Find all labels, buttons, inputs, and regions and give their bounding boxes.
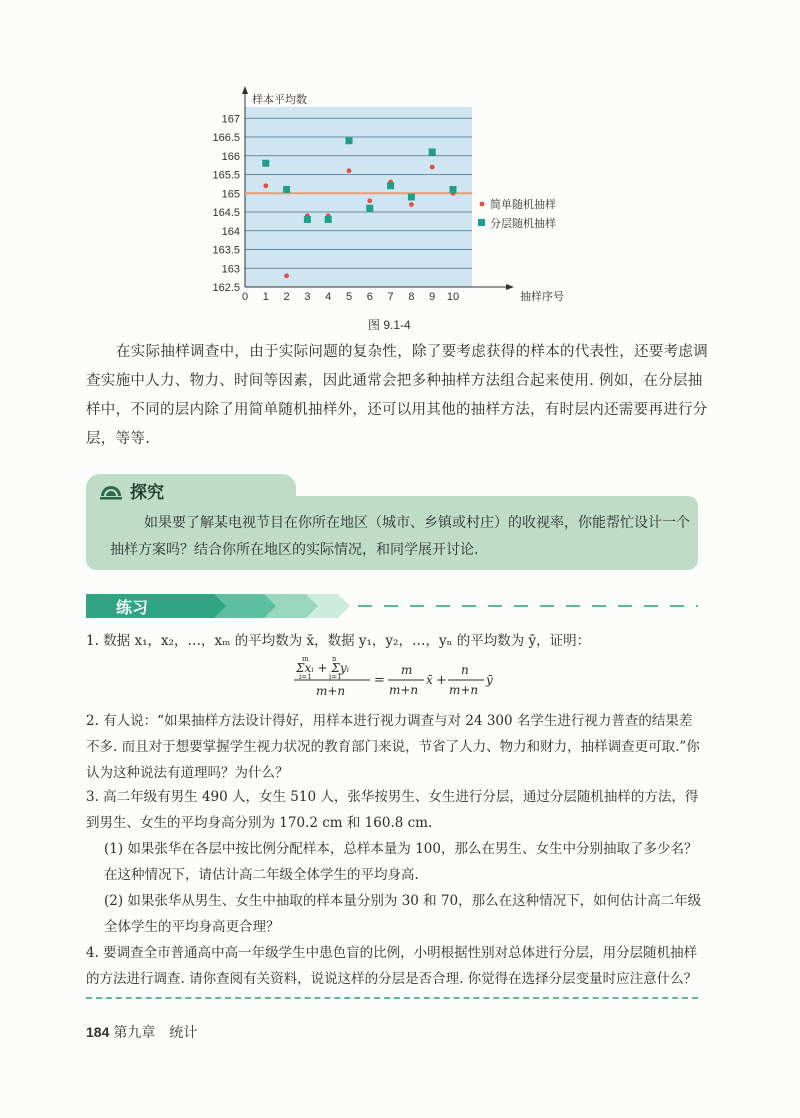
y-axis-label: 样本平均数 <box>252 93 307 106</box>
x-tick-label: 3 <box>304 291 311 303</box>
x-axis-arrow <box>506 284 514 290</box>
y-tick-label: 165.5 <box>212 169 240 182</box>
y-tick-label: 164.5 <box>212 207 240 219</box>
x-tick-label: 0 <box>241 291 249 303</box>
x-tick-label: 4 <box>325 291 332 303</box>
y-tick-label: 163.5 <box>212 244 240 257</box>
x-tick-labels <box>242 291 459 303</box>
simple-sample-point <box>367 198 372 203</box>
question-3-part-1: (1) 如果张华在各层中按比例分配样本，总样本量为 100，那么在男生、女生中分别抽取了多少名？在这种情况下，请估计高二年级全体学生的平均身高. <box>104 841 698 883</box>
y-tick-label: 162.5 <box>212 282 240 294</box>
term1-variable: x̄ <box>426 673 433 687</box>
chapter-title: 第九章 统计 <box>113 1025 198 1041</box>
simple-sample-point <box>347 168 352 173</box>
y-tick-label: 166.5 <box>212 132 240 144</box>
simple-sample-point <box>263 183 268 188</box>
plot-background <box>245 107 472 287</box>
x-tick-label: 7 <box>387 291 394 303</box>
term1-numerator: m <box>401 663 413 677</box>
y-tick-label: 164 <box>221 225 240 238</box>
question-2: 2. 有人说：“如果抽样方法设计得好，用样本进行视力调查与对 24 300 名学生进行视力普查的结果差不多. 而且对于想要掌握学生视力状况的教育部门来说，节省了人力、物力和财力，抽样调查更可取.”你认为这种说法有道理吗？为什么？ <box>86 713 700 781</box>
sum2-top: n <box>332 655 337 663</box>
body-paragraph <box>86 338 708 454</box>
sum2-bot: i=1 <box>329 673 342 681</box>
scatter-chart <box>200 82 600 312</box>
stratified-sample-point <box>346 137 353 144</box>
stratified-sample-point <box>262 160 269 167</box>
x-tick-label: 10 <box>446 291 460 303</box>
legend <box>478 197 556 230</box>
explore-text-content: 如果要了解某电视节目在你所在地区（城市、乡镇或村庄）的收视率，你能帮忙设计一个抽样方案吗？结合你所在地区的实际情况，和同学展开讨论. <box>110 515 690 558</box>
explore-box <box>86 474 698 570</box>
x-tick-label: 2 <box>283 291 290 303</box>
stratified-sample-point <box>450 186 457 193</box>
x-tick-label: 1 <box>262 291 269 303</box>
simple-sample-point <box>409 202 414 207</box>
y-tick-labels <box>212 113 240 294</box>
question-1: 1. 数据 x₁，x₂，…，xₘ 的平均数为 x̄，数据 y₁，y₂，…，yₙ 的平均数为 ȳ，证明： <box>86 633 591 649</box>
stratified-sample-point <box>408 194 415 201</box>
plus-sign: + <box>436 673 447 688</box>
term2-variable: ȳ <box>486 673 493 687</box>
practice-title: 练习 <box>116 598 149 617</box>
x-tick-label: 6 <box>366 291 373 303</box>
equals-sign: = <box>374 673 385 688</box>
explore-text <box>110 510 690 564</box>
practice-banner <box>86 592 698 620</box>
legend-marker-stratified <box>478 219 485 226</box>
body-paragraph-text: 在实际抽样调查中，由于实际问题的复杂性，除了要考虑获得的样本的代表性，还要考虑调查实施中人力、物力、时间等因素，因此通常会把多种抽样方法组合起来使用. 例如，在分层抽样中，不同的层内除了用简单随机抽样外，还可以用其他的抽样方法，有时层内还需要再进行分层，等等. <box>86 344 708 447</box>
question-4: 4. 要调查全市普通高中高一年级学生中患色盲的比例，小明根据性别对总体进行分层，用分层随机抽样的方法进行调查. 请你查阅有关资料，说说这样的分层是否合理. 你觉得在选择分层变量时应注意什么？ <box>86 945 698 987</box>
formula-denominator: m+n <box>316 684 346 698</box>
term2-numerator: n <box>461 663 469 677</box>
y-tick-label: 166 <box>221 150 240 163</box>
question-3-part-2: (2) 如果张华从男生、女生中抽取的样本量分别为 30 和 70，那么在这种情况下，如何估计高二年级全体学生的平均身高更合理？ <box>104 893 702 935</box>
legend-marker-simple <box>480 202 485 207</box>
page-number: 184 <box>86 1024 110 1040</box>
y-axis-arrow <box>242 86 248 94</box>
stratified-sample-point <box>304 216 311 223</box>
stratified-sample-point <box>387 182 394 189</box>
legend-label-simple: 简单随机抽样 <box>490 198 556 211</box>
x-axis-label: 抽样序号 <box>520 290 564 303</box>
stratified-sample-point <box>325 216 332 223</box>
formula-numerator: Σxᵢ + Σyᵢ <box>296 661 350 675</box>
stratified-sample-point <box>283 186 290 193</box>
practice-end-divider <box>86 997 698 999</box>
explore-icon <box>98 478 124 500</box>
x-tick-label: 5 <box>345 291 353 303</box>
term1-denominator: m+n <box>389 683 419 697</box>
page-footer <box>86 1022 197 1042</box>
legend-label-stratified: 分层随机抽样 <box>490 217 556 230</box>
stratified-sample-point <box>429 149 436 156</box>
x-tick-label: 8 <box>408 291 415 303</box>
term2-denominator: m+n <box>449 683 479 697</box>
sum1-bot: i=1 <box>299 673 312 681</box>
figure-caption: 图 9.1-4 <box>368 318 411 332</box>
question-3: 3. 高二年级有男生 490 人，女生 510 人，张华按男生、女生进行分层，通过分层随机抽样的方法，得到男生、女生的平均身高分别为 170.2 cm 和 160.8 cm. <box>86 789 699 831</box>
y-tick-label: 165 <box>221 188 240 201</box>
formula <box>290 653 510 703</box>
y-tick-label: 167 <box>221 113 240 126</box>
simple-sample-point <box>430 165 435 170</box>
simple-sample-point <box>284 273 289 278</box>
stratified-sample-point <box>366 205 373 212</box>
practice-header <box>86 592 698 624</box>
explore-title: 探究 <box>130 483 164 503</box>
sum1-top: m <box>302 655 309 663</box>
x-tick-label: 9 <box>429 291 436 303</box>
y-tick-label: 163 <box>221 263 240 276</box>
